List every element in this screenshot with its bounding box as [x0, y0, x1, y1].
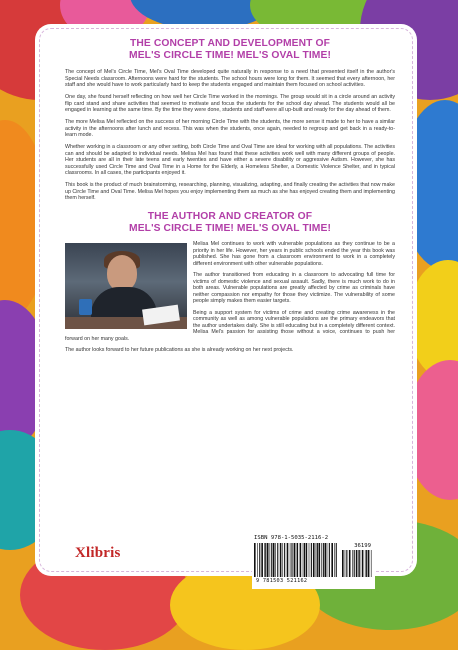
author-photo — [65, 243, 187, 329]
ean-digits: 9 781503 521162 — [256, 578, 308, 584]
back-cover-panel — [35, 24, 417, 576]
concept-heading-line2: MEL'S CIRCLE TIME! MEL'S OVAL TIME! — [129, 50, 331, 61]
isbn-label: ISBN 978-1-5035-2116-2 — [254, 535, 329, 541]
author-heading-line2: MEL'S CIRCLE TIME! MEL'S OVAL TIME! — [129, 223, 331, 234]
cover-text — [65, 38, 395, 359]
concept-heading-line1: THE CONCEPT AND DEVELOPMENT OF — [130, 38, 330, 49]
author-paragraph: Being a support system for victims of crime and creating crime awareness in the community as well as among vulnerable populations are the primary endeavors that the author undertakes daily. She is still educating but in a completely different context. Melisa Mel's passion for assisting those without a voice, continues to push her forward on her many goals. — [65, 309, 395, 342]
ean-barcode — [254, 543, 338, 577]
author-section — [65, 211, 395, 354]
author-heading — [65, 211, 395, 235]
author-heading-line1: THE AUTHOR AND CREATOR OF — [147, 211, 313, 222]
concept-paragraph: The more Melisa Mel reflected on the success of her morning Circle Time with the students, the more sense it made to her to have a similar activity in the afternoons after lunch and recess. This was when the students, once again, needed to regroup and get back in a ready-to-learn mode. — [65, 119, 395, 138]
author-paragraph: The author transitioned from educating in a classroom to advocating full time for victims of domestic violence and sexual assault. Sadly, there is much work to do in both areas. Vulnerable populations are greatly affected by crime as criminals have neither compassion nor empathy for those they victimize. The vulnerability of some people simply makes them easier targets. — [193, 272, 395, 304]
concept-paragraph: One day, she found herself reflecting on how well her Circle Time worked in the mornings. The group would sit in a circle around an activity flip card stand and share activities that seemed to motivate and focus the students for the school day ahead. The students would all be engaged in learning at the same time. By the time they were done, students and staff were all up-built and ready for the day ahead of them. — [65, 94, 395, 113]
barcode — [252, 533, 375, 589]
publisher-logo: Xlibris — [75, 545, 121, 561]
author-paragraph: The author looks forward to her future publications as she is already working on her next projects. — [65, 347, 294, 353]
mug-icon — [79, 299, 92, 315]
concept-section — [65, 38, 395, 202]
concept-paragraph: Whether working in a classroom or any other setting, both Circle Time and Oval Time are ideal for working with all populations. The activities can and should be adapted to individual needs. Melisa Mel has found that these activities work well with many different groups of people. Her students are all in their late teens and early twenties and have either a severe disability or aggressive Autism. However, she has successfully used Circle Time and Oval Time in a Home for the Elderly, a Homeless Shelter, a Domestic Violence Shelter, and in typical classrooms. In all cases, the participants enjoyed it. — [65, 144, 395, 176]
price-code: 36199 — [354, 543, 371, 549]
addon-barcode — [342, 550, 372, 577]
author-paragraph: Melisa Mel continues to work with vulnerable populations as they continue to be a priority in her life. However, her years in public schools ended the year this book was published. She has gone from a classroom environment to work in a completely different environment with other vulnerable populations. — [193, 241, 395, 267]
concept-paragraph: The concept of Mel's Circle Time, Mel's Oval Time developed quite naturally in response to a need that presented itself in the author's Special Needs classroom. Afternoons were hard for the students. The school hours were long for them. It seemed that every afternoon, her staff and she would have to work particularly hard to keep the students engaged and maintain them focused on school activities. — [65, 69, 395, 88]
concept-heading — [65, 38, 395, 62]
concept-paragraph: This book is the product of much brainstorming, researching, planning, visualizing, adapting, and finally creating the activities that now make up Circle Time and Oval Time. Melisa Mel hopes you enjoy implementing them as much as she has enjoyed creating them and implementing them herself. — [65, 182, 395, 201]
